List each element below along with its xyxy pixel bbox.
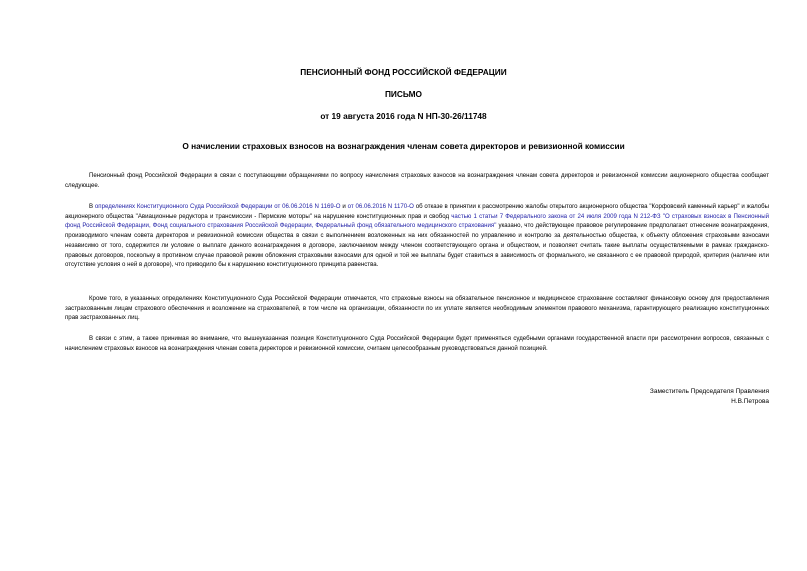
signature-name: Н.В.Петрова <box>731 398 769 405</box>
link-federal-law-212[interactable]: частью 1 статьи 7 Федерального закона от 24 июля 2009 года N 212-ФЗ "О страховых взносах в Пенсионный фонд Российской Федерации, Фонд социального страхования Российской Федерации, Федеральный фонд обязательного медицинского страхования" <box>65 212 769 230</box>
link-court-ruling-1170[interactable]: от 06.06.2016 N 1170-О <box>347 203 414 210</box>
document-date-number: от 19 августа 2016 года N НП-30-26/11748 <box>320 111 487 121</box>
paragraph-2 <box>65 202 769 270</box>
document-type-heading: ПИСЬМО <box>384 89 423 99</box>
paragraph-2-text-c: об отказе в принятии к рассмотрению жалобы открытого акционерного общества "Корфовский каменный карьер" и жалобы акционерного общества "Авиационные редуктора и трансмиссии - Пермские моторы" на нарушение конституционных прав и свобод <box>65 203 769 220</box>
paragraph-2-text-a: В <box>89 203 95 210</box>
paragraph-4: В связи с этим, а также принимая во внимание, что вышеуказанная позиция Конституционного Суда Российской Федерации будет применяться судебными органами государственной власти при рассмотрении вопросов, связанных с начислением страховых взносов на вознаграждения членам совета директоров и ревизионной комиссии, считаем целесообразным руководствоваться данной позицией. <box>65 335 769 352</box>
document-subject: О начислении страховых взносов на вознаграждения членам совета директоров и ревизионной комиссии <box>182 141 625 151</box>
paragraph-1: Пенсионный фонд Российской Федерации в связи с поступающими обращениями по вопросу начисления страховых взносов на вознаграждения членам совета директоров и ревизионной комиссии акционерного общества сообщает следующее. <box>65 172 769 189</box>
paragraph-2-text-b: и <box>340 203 348 210</box>
paragraph-3: Кроме того, в указанных определениях Конституционного Суда Российской Федерации отмечается, что страховые взносы на обязательное пенсионное и медицинское страхование составляют финансовую основу для предоставления застрахованным лицам страхового обеспечения и возложение на страхователей, в том числе на организации, обязанности по их уплате является необходимым элементом правового механизма, гарантирующего реализацию конституционных прав застрахованных лиц. <box>65 295 769 322</box>
paragraph-2-text-d: указано, что действующее правовое регулирование предполагает отнесение вознаграждения, производимого членам совета директоров и ревизионной комиссии общества в связи с выполнением возложенных на них обязанностей по управлению и контролю за деятельностью общества, к объекту обложения страховыми взносами независимо от того, содержится ли условие о выплате данного вознаграждения в договоре, заключаемом между членом соответствующего органа и обществом, и позволяет считать такие выплаты осуществляемыми в рамках гражданско-правовых договоров, поскольку в противном случае правовой режим обложения страховыми взносами для одной и той же выплаты будет ставиться в зависимость от формального, не связанного с ее правовой природой, критерия (наличие или отсутствие условия о ней в договоре), что приводило бы к нарушению конституционного принципа равенства. <box>65 222 769 269</box>
organization-heading: ПЕНСИОННЫЙ ФОНД РОССИЙСКОЙ ФЕДЕРАЦИИ <box>300 67 507 77</box>
link-court-ruling-1169[interactable]: определениях Конституционного Суда Российской Федерации от 06.06.2016 N 1169-О <box>94 203 341 210</box>
signature-position: Заместитель Председателя Правления <box>649 388 769 395</box>
